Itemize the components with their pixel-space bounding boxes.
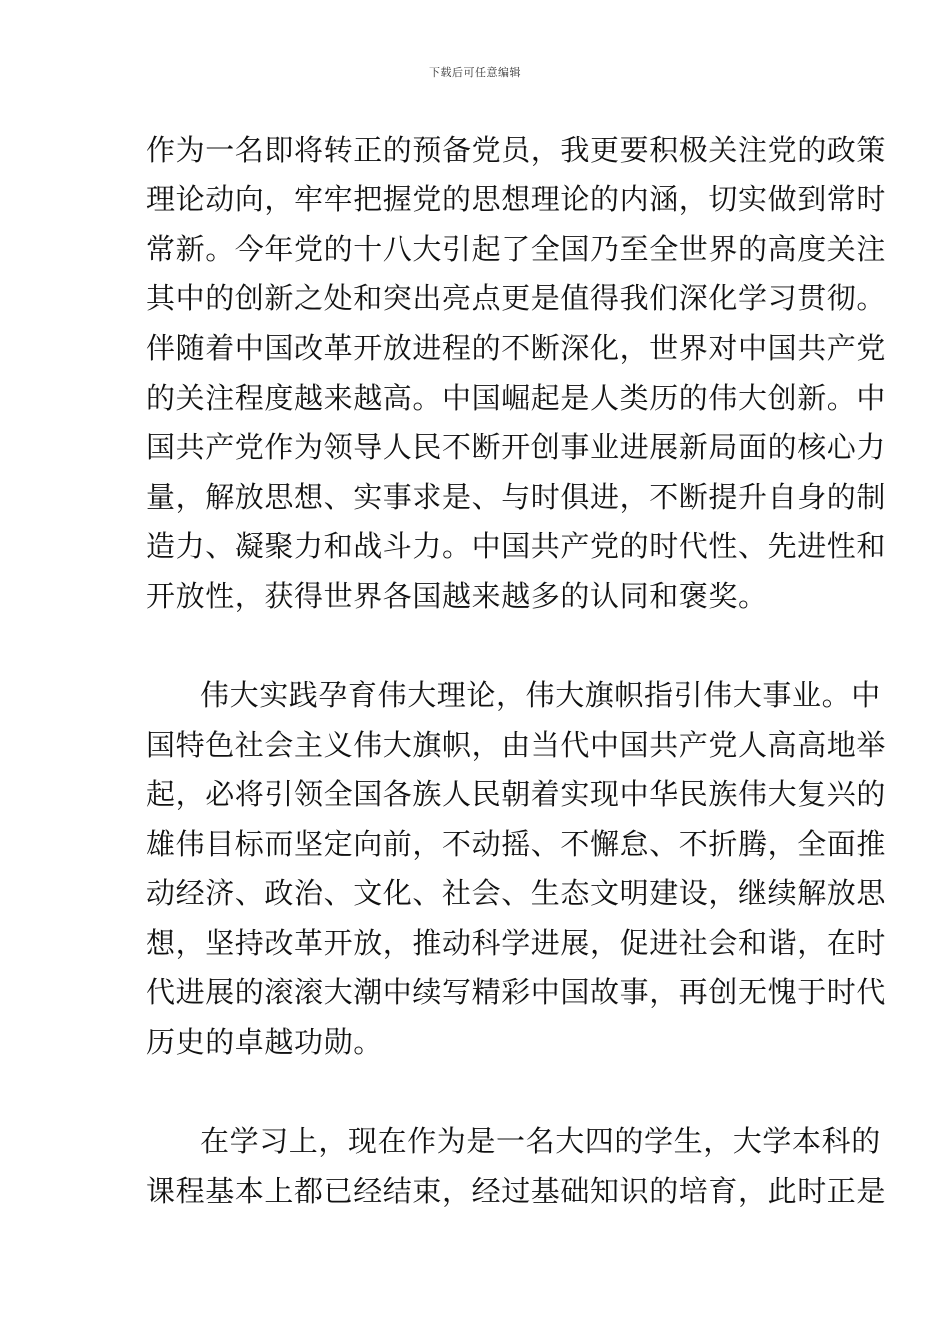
paragraph-line: 想，坚持改革开放，推动科学进展，促进社会和谐，在时 bbox=[146, 926, 887, 960]
paragraph-line: 雄伟目标而坚定向前，不动摇、不懈怠、不折腾，全面推 bbox=[146, 827, 887, 861]
paragraph-line: 理论动向，牢牢把握党的思想理论的内涵，切实做到常时 bbox=[146, 182, 887, 216]
paragraph-line: 量，解放思想、实事求是、与时俱进，不断提升自身的制 bbox=[146, 480, 887, 514]
paragraph-line: 国特色社会主义伟大旗帜，由当代中国共产党人高高地举 bbox=[146, 728, 887, 762]
paragraph-line: 动经济、政治、文化、社会、生态文明建设，继续解放思 bbox=[146, 876, 887, 910]
paragraph-line: 作为一名即将转正的预备党员，我更要积极关注党的政策 bbox=[146, 133, 887, 167]
paragraph-line: 课程基本上都已经结束，经过基础知识的培育，此时正是 bbox=[146, 1174, 887, 1208]
paragraph-line: 代进展的滚滚大潮中续写精彩中国故事，再创无愧于时代 bbox=[146, 975, 887, 1009]
paragraph-line: 伟大实践孕育伟大理论，伟大旗帜指引伟大事业。中 bbox=[200, 678, 881, 712]
page-header: 下载后可任意编辑 bbox=[429, 66, 521, 79]
paragraph-line: 其中的创新之处和突出亮点更是值得我们深化学习贯彻。 bbox=[146, 281, 887, 315]
paragraph-line: 常新。今年党的十八大引起了全国乃至全世界的高度关注 bbox=[146, 232, 887, 266]
paragraph-line: 国共产党作为领导人民不断开创事业进展新局面的核心力 bbox=[146, 430, 887, 464]
paragraph-line: 开放性，获得世界各国越来越多的认同和褒奖。 bbox=[146, 579, 768, 613]
paragraph-line: 历史的卓越功勋。 bbox=[146, 1025, 383, 1059]
paragraph-line: 伴随着中国改革开放进程的不断深化，世界对中国共产党 bbox=[146, 331, 887, 365]
paragraph-line: 起，必将引领全国各族人民朝着实现中华民族伟大复兴的 bbox=[146, 777, 887, 811]
paragraph-line: 的关注程度越来越高。中国崛起是人类历的伟大创新。中 bbox=[146, 381, 887, 415]
paragraph-line: 造力、凝聚力和战斗力。中国共产党的时代性、先进性和 bbox=[146, 529, 887, 563]
paragraph-line: 在学习上，现在作为是一名大四的学生，大学本科的 bbox=[200, 1124, 881, 1158]
